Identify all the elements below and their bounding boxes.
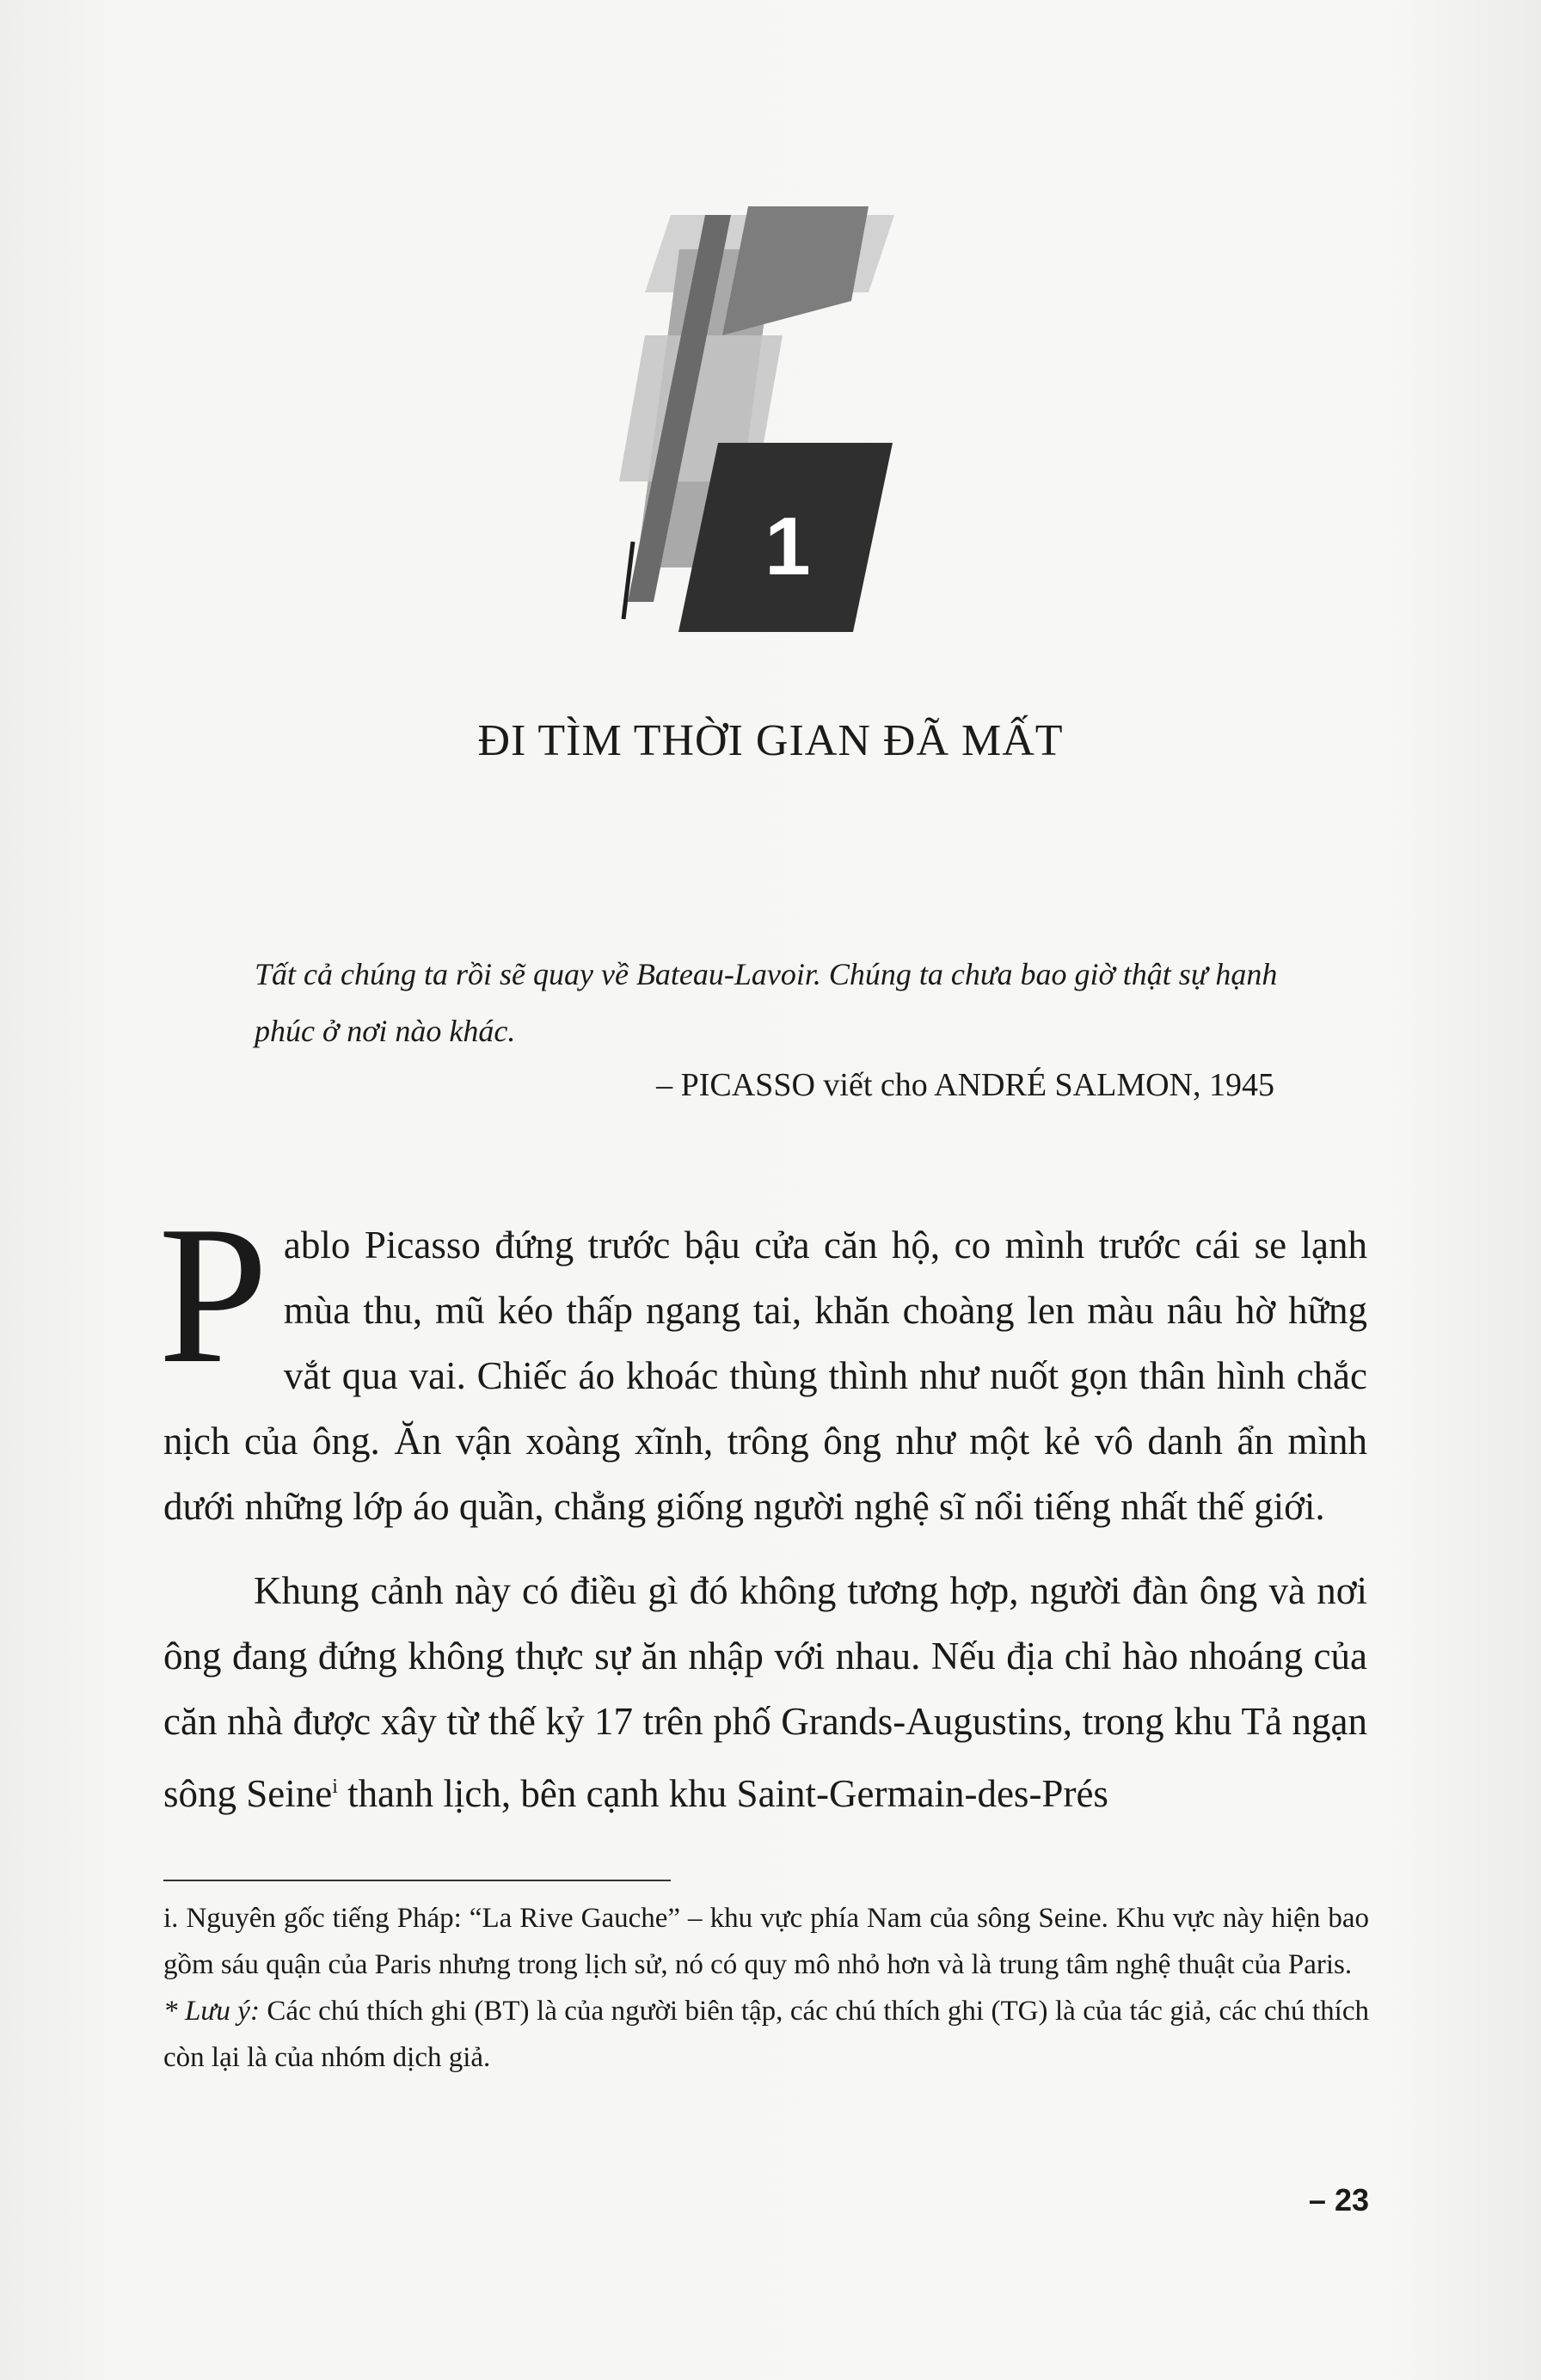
footnote-note-text: Các chú thích ghi (BT) là của người biên tập, các chú thích ghi (TG) là của tác giả, các chú thích còn lại là của nhóm dịch giả. [163,1996,1369,2073]
emblem-mid-slab [722,206,869,335]
page-number: – 23 [1308,2182,1369,2217]
chapter-emblem [619,198,903,636]
epigraph-attribution: – PICASSO viết cho ANDRÉ SALMON, 1945 [656,1067,1274,1103]
paragraph-2-text-a: Khung cảnh này có điều gì đó không tương hợp, người đàn ông và nơi ông đang đứng không thực sự ăn nhập với nhau. Nếu địa chỉ hào nhoáng của căn nhà được xây từ thế kỷ 17 trên phố Grands-Augustins, trong khu Tả ngạn sông Seine [163,1569,1367,1815]
footnote-note-label: * Lưu ý: [163,1996,260,2027]
paragraph-1 [158,1185,1367,1539]
emblem-stroke [623,542,633,619]
chapter-number: 1 [764,500,811,592]
footnote-note [163,1988,1369,2081]
paragraph-2 [163,1558,1367,1826]
footnote-i: i. Nguyên gốc tiếng Pháp: “La Rive Gauche” – khu vực phía Nam của sông Seine. Khu vực này hiện bao gồm sáu quận của Paris nhưng trong lịch sử, nó có quy mô nhỏ hơn và là trung tâm nghệ thuật của Paris. [163,1903,1369,1980]
epigraph-quote: Tất cả chúng ta rồi sẽ quay về Bateau-Lavoir. Chúng ta chưa bao giờ thật sự hạnh phúc ở nơi nào khác. [255,957,1278,1048]
chapter-title: ĐI TÌM THỜI GIAN ĐÃ MẤT [477,716,1064,765]
body-text [158,1185,1367,1826]
footnote-divider [163,1880,671,1881]
paragraph-1-text: ablo Picasso đứng trước bậu cửa căn hộ, co mình trước cái se lạnh mùa thu, mũ kéo thấp ngang tai, khăn choàng len màu nâu hờ hững vắt qua vai. Chiếc áo khoác thùng thình như nuốt gọn thân hình chắc nịch của ông. Ăn vận xoàng xĩnh, trông ông như một kẻ vô danh ẩn mình dưới những lớp áo quần, chẳng giống người nghệ sĩ nổi tiếng nhất thế giới. [163,1224,1367,1528]
footnotes [163,1895,1369,2081]
drop-cap: P [158,1185,268,1404]
paragraph-2-text-b: thanh lịch, bên cạnh khu Saint-Germain-des-Prés [337,1772,1108,1815]
footnote-marker[interactable]: i [332,1776,338,1798]
